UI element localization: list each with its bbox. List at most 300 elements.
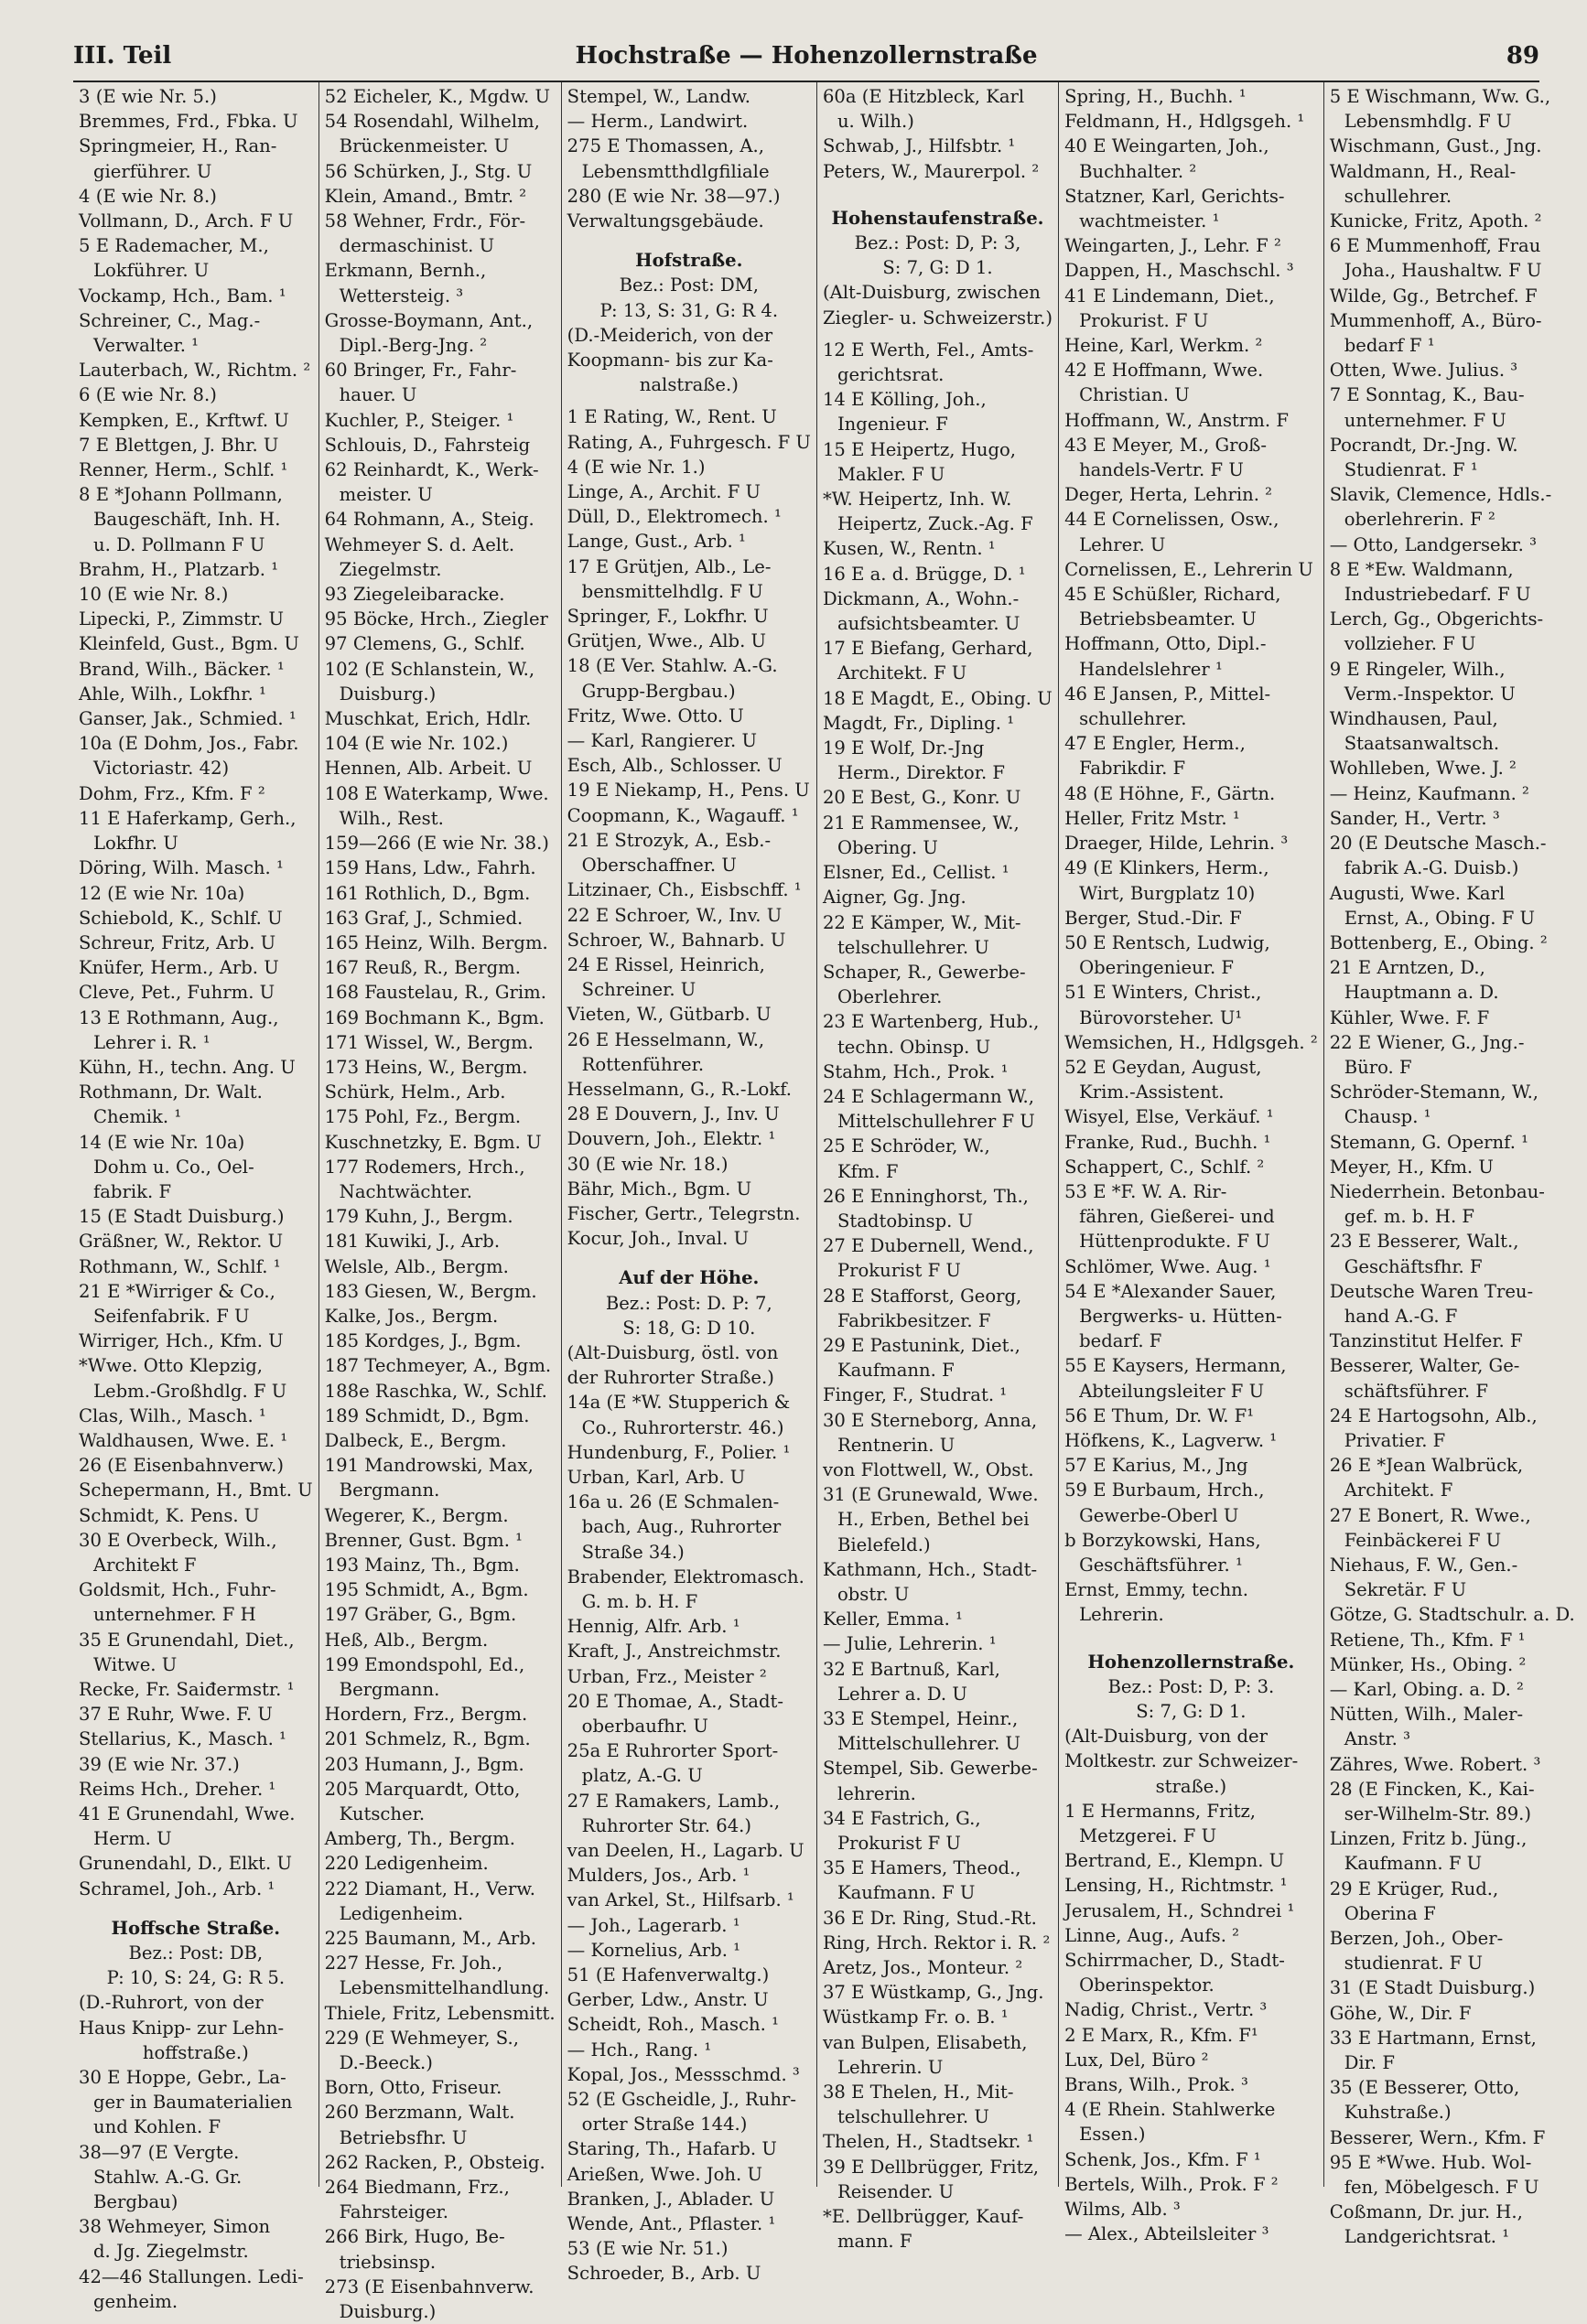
directory-entry: Nadig, Christ., Vertr. ³	[1064, 1999, 1268, 2021]
directory-entry: 11 E Haferkamp, Gerh.,	[79, 807, 297, 829]
section-spacer	[823, 191, 1053, 199]
directory-entry: 177 Rodemers, Hrch.,	[324, 1156, 525, 1178]
entry-continuation: Abteilungsleiter F U	[1079, 1380, 1265, 1402]
directory-entry: Urban, Frz., Meister ²	[567, 1665, 767, 1687]
directory-entry: Niehaus, F. W., Gen.-	[1329, 1554, 1518, 1576]
directory-entry: 225 Baumann, M., Arb.	[324, 1928, 536, 1950]
directory-entry: 18 E Magdt, E., Obing. U	[822, 687, 1053, 709]
entry-continuation: Nachtwächter.	[339, 1180, 472, 1202]
directory-entry: 52 E Geydan, August,	[1064, 1056, 1262, 1078]
directory-entry: 20 E Thomae, A., Stadt-	[567, 1690, 784, 1712]
directory-entry: Bertrand, E., Klempn. U	[1064, 1850, 1285, 1872]
directory-entry: 30 E Overbeck, Wilh.,	[79, 1529, 277, 1551]
directory-entry: Gerber, Ldw., Anstr. U	[567, 1989, 769, 2011]
directory-entry: 24 E Schlagermann W.,	[822, 1085, 1034, 1107]
street-info: Bez.: Post: D, P: 3.	[1107, 1675, 1275, 1697]
directory-entry: 273 (E Eisenbahnverw.	[324, 2276, 534, 2297]
directory-entry: Kocur, Joh., Inval. U	[567, 1228, 750, 1250]
entry-continuation: Herm., Direktor. F	[837, 762, 1005, 784]
directory-entry: Lensing, H., Richtmstr. ¹	[1064, 1875, 1288, 1897]
directory-entry: Wüstkamp Fr. o. B. ¹	[822, 2007, 1009, 2028]
directory-entry: Amberg, Th., Bergm.	[324, 1828, 515, 1850]
street-heading: Hohenzollernstraße.	[1087, 1651, 1295, 1673]
directory-entry: 187 Techmeyer, A., Bgm.	[324, 1355, 552, 1377]
directory-entry: 24 E Rissel, Heinrich,	[567, 953, 765, 975]
directory-entry: 4 (E wie Nr. 8.)	[79, 185, 217, 207]
entry-continuation: Bergwerks- u. Hütten-	[1079, 1305, 1282, 1327]
directory-entry: 161 Rothlich, D., Bgm.	[324, 882, 531, 904]
directory-entry: Renner, Herm., Schlf. ¹	[79, 459, 288, 481]
entry-continuation: Wilh., Rest.	[339, 807, 444, 829]
street-info: S: 7, G: D 1.	[882, 257, 993, 279]
directory-entry: 56 Schürken, J., Stg. U	[324, 160, 533, 182]
page-header	[73, 35, 1539, 82]
directory-entry: Wohlleben, Wwe. J. ²	[1329, 758, 1517, 780]
directory-entry: Döring, Wilh. Masch. ¹	[79, 857, 284, 879]
entry-continuation: Dipl.-Berg-Jng. ²	[339, 335, 488, 357]
directory-entry: 62 Reinhardt, K., Werk-	[324, 459, 539, 481]
entry-continuation: ger in Baumaterialien	[93, 2092, 293, 2114]
directory-entry: Coßmann, Dr. jur. H.,	[1329, 2201, 1523, 2223]
entry-continuation: Christian. U	[1079, 384, 1190, 406]
entry-continuation: Prokurist. F U	[1079, 309, 1209, 331]
directory-entry: 26 (E Eisenbahnverw.)	[79, 1455, 284, 1477]
directory-entry: 266 Birk, Hugo, Be-	[324, 2226, 505, 2248]
directory-entry: 183 Giesen, W., Bergm.	[324, 1280, 537, 1302]
entry-continuation: orter Straße 144.)	[581, 2114, 748, 2136]
directory-entry: 93 Ziegeleibaracke.	[324, 584, 505, 606]
entry-continuation: Betriebsbeamter. U	[1079, 608, 1257, 630]
entry-continuation: Hüttenprodukte. F U	[1079, 1231, 1270, 1253]
directory-entry: Lauterbach, W., Richtm. ²	[79, 360, 311, 382]
directory-entry: Slavik, Clemence, Hdls.-	[1329, 484, 1552, 506]
entry-continuation: schullehrer.	[1344, 185, 1452, 207]
entry-continuation: meister. U	[339, 484, 433, 506]
entry-continuation: Chemik. ¹	[93, 1106, 182, 1128]
directory-entry: 27 E Bonert, R. Wwe.,	[1329, 1504, 1531, 1526]
directory-entry: Finger, F., Studrat. ¹	[822, 1384, 1008, 1406]
directory-entry: 28 E Douvern, J., Inv. U	[567, 1103, 780, 1125]
directory-entry: — Karl, Rangierer. U	[567, 730, 757, 752]
directory-entry: Kusen, W., Rentn. ¹	[822, 538, 996, 560]
directory-entry: 16a u. 26 (E Schmalen-	[567, 1491, 780, 1513]
directory-entry: Springmeier, H., Ran-	[79, 135, 277, 157]
directory-entry: Waldmann, H., Real-	[1329, 160, 1517, 182]
directory-entry: 40 E Weingarten, Joh.,	[1064, 135, 1269, 157]
directory-entry: Hoffmann, Otto, Dipl.-	[1064, 633, 1267, 655]
directory-entry: Heß, Alb., Bergm.	[324, 1629, 489, 1651]
directory-entry: Schenk, Jos., Kfm. F ¹	[1064, 2148, 1261, 2170]
directory-entry: 21 E Rammensee, W.,	[822, 812, 1020, 834]
street-info: straße.)	[1155, 1775, 1227, 1797]
directory-entry: Verwaltungsgebäude.	[567, 210, 764, 232]
directory-entry: 262 Racken, P., Obsteig.	[324, 2151, 545, 2173]
directory-entry: Schlouis, D., Fahrsteig	[324, 434, 531, 456]
directory-entry: Fischer, Gertr., Telegrstn.	[567, 1202, 801, 1224]
entry-continuation: Lehrer a. D. U	[837, 1683, 967, 1705]
directory-entry: 102 (E Schlanstein, W.,	[324, 658, 535, 680]
entry-continuation: Co., Ruhrorterstr. 46.)	[581, 1416, 784, 1438]
street-heading: Hofstraße.	[635, 250, 743, 272]
directory-entry: Retiene, Th., Kfm. F ¹	[1329, 1629, 1526, 1651]
directory-entry: 29 E Krüger, Rud.,	[1329, 1877, 1499, 1899]
directory-entry: 45 E Schüßler, Richard,	[1064, 584, 1281, 606]
directory-entry: Brand, Wilh., Bäcker. ¹	[79, 658, 285, 680]
directory-entry: Berzen, Joh., Ober-	[1329, 1928, 1504, 1950]
column-5	[1059, 82, 1324, 2245]
directory-entry: 38—97 (E Vergte.	[79, 2141, 240, 2163]
directory-entry: Schappert, C., Schlf. ²	[1064, 1156, 1265, 1178]
directory-entry: 35 E Hamers, Theod.,	[822, 1857, 1021, 1879]
directory-entry: Schiebold, K., Schlf. U	[79, 907, 283, 929]
entry-continuation: D.-Beeck.)	[339, 2052, 433, 2074]
entry-continuation: Fahrsteiger.	[339, 2201, 448, 2223]
directory-entry: Schaper, R., Gewerbe-	[822, 961, 1026, 983]
directory-entry: Besserer, Walter, Ge-	[1329, 1355, 1520, 1377]
entry-continuation: aufsichtsbeamter. U	[837, 613, 1020, 635]
entry-continuation: Mittelschullehrer F U	[837, 1111, 1035, 1133]
directory-entry: — Otto, Landgersekr. ³	[1329, 533, 1537, 555]
section-spacer	[1064, 1628, 1318, 1635]
entry-continuation: oberbaufhr. U	[581, 1716, 708, 1737]
directory-entry: 171 Wissel, W., Bergm.	[324, 1031, 534, 1053]
directory-entry: 4 (E Rhein. Stahlwerke	[1064, 2099, 1276, 2121]
directory-entry: Staring, Th., Hafarb. U	[567, 2138, 777, 2160]
directory-entry: 195 Schmidt, A., Bgm.	[324, 1579, 529, 1601]
directory-entry: 4 (E wie Nr. 1.)	[567, 456, 706, 478]
directory-entry: Wilms, Alb. ³	[1064, 2199, 1181, 2221]
entry-continuation: Seifenfabrik. F U	[93, 1305, 250, 1327]
entry-continuation: Dir. F	[1344, 2052, 1395, 2074]
directory-entry: b Borzykowski, Hans,	[1064, 1529, 1261, 1551]
directory-entry: Kuchler, P., Steiger. ¹	[324, 409, 514, 431]
entry-continuation: schullehrer.	[1079, 708, 1187, 730]
entry-continuation: Bergmann.	[339, 1479, 440, 1501]
entry-continuation: gierführer. U	[93, 160, 212, 182]
directory-entry: 179 Kuhn, J., Bergm.	[324, 1206, 513, 1228]
entry-continuation: Industriebedarf. F U	[1344, 584, 1531, 606]
directory-entry: 21 E Arntzen, D.,	[1329, 957, 1485, 979]
directory-entry: 17 E Grütjen, Alb., Le-	[567, 555, 772, 577]
directory-entry: Windhausen, Paul,	[1329, 708, 1498, 730]
directory-entry: Deger, Herta, Lehrin. ²	[1064, 484, 1273, 506]
directory-entry: Stahm, Hch., Prok. ¹	[822, 1060, 1009, 1082]
street-info: Bez.: Post: DB,	[128, 1942, 264, 1964]
directory-entry: Dappen, H., Maschschl. ³	[1064, 260, 1294, 282]
directory-entry: Weingarten, J., Lehr. F ²	[1064, 235, 1281, 257]
directory-entry: Goldsmit, Hch., Fuhr-	[79, 1579, 276, 1601]
directory-entry: Esch, Alb., Schlosser. U	[567, 755, 783, 777]
directory-entry: 6 E Mummenhoff, Frau	[1329, 235, 1541, 257]
entry-continuation: Ziegelmstr.	[339, 558, 442, 580]
directory-entry: 280 (E wie Nr. 38—97.)	[567, 185, 781, 207]
directory-entry: van Bulpen, Elisabeth,	[822, 2031, 1028, 2053]
directory-entry: Waldhausen, Wwe. E. ¹	[79, 1429, 288, 1451]
directory-entry: Zähres, Wwe. Robert. ³	[1329, 1753, 1541, 1775]
directory-entry: 188e Raschka, W., Schlf.	[324, 1380, 547, 1402]
entry-continuation: H., Erben, Bethel bei	[837, 1509, 1030, 1531]
entry-continuation: Wettersteig. ³	[339, 285, 464, 307]
directory-entry: 54 Rosendahl, Wilhelm,	[324, 111, 540, 133]
directory-entry: Wemsichen, H., Hdlgsgeh. ²	[1064, 1031, 1318, 1053]
directory-entry: 26 E Hesselmann, W.,	[567, 1028, 765, 1050]
entry-continuation: telschullehrer. U	[837, 2106, 989, 2128]
entry-continuation: Krim.-Assistent.	[1079, 1081, 1225, 1103]
directory-entry: Spring, H., Buchh. ¹	[1064, 86, 1247, 107]
directory-entry: Wilde, Gg., Betrchef. F	[1329, 285, 1538, 307]
entry-continuation: fen, Möbelgesch. F U	[1344, 2177, 1539, 2199]
directory-entry: — Joh., Lagerarb. ¹	[567, 1914, 740, 1936]
entry-continuation: Kutscher.	[339, 1803, 426, 1825]
directory-entry: 28 E Stafforst, Georg,	[822, 1285, 1022, 1307]
column-2	[319, 82, 562, 2323]
entry-continuation: Fabrikbesitzer. F	[837, 1309, 991, 1331]
directory-entry: 95 Böcke, Hrch., Ziegler	[324, 608, 548, 630]
directory-entry: Kopal, Jos., Messschmd. ³	[567, 2063, 800, 2085]
entry-continuation: platz, A.-G. U	[581, 1765, 703, 1787]
directory-entry: 48 (E Höhne, F., Gärtn.	[1064, 782, 1276, 804]
directory-entry: 52 Eicheler, K., Mgdw. U	[324, 86, 551, 107]
entry-continuation: und Kohlen. F	[93, 2116, 221, 2138]
entry-continuation: Baugeschäft, Inh. H.	[93, 509, 281, 531]
directory-entry: 7 E Sonntag, K., Bau-	[1329, 384, 1525, 406]
directory-entry: 53 (E wie Nr. 51.)	[567, 2238, 729, 2260]
entry-continuation: Studienrat. F ¹	[1344, 459, 1478, 481]
street-heading: Hohenstaufenstraße.	[831, 207, 1044, 229]
directory-entry: 203 Humann, J., Bgm.	[324, 1753, 524, 1775]
directory-entry: Thelen, H., Stadtsekr. ¹	[822, 2131, 1034, 2153]
directory-entry: 193 Mainz, Th., Bgm.	[324, 1554, 520, 1576]
section-spacer	[1064, 1635, 1318, 1642]
directory-entry: Besserer, Wern., Kfm. F	[1329, 2126, 1546, 2148]
entry-continuation: gef. m. b. H. F	[1344, 1206, 1475, 1228]
directory-entry: 64 Rohmann, A., Steig.	[324, 509, 534, 531]
directory-entry: Linge, A., Archit. F U	[567, 481, 761, 503]
directory-entry: Hesselmann, G., R.-Lokf.	[567, 1078, 792, 1100]
entry-continuation: handels-Vertr. F U	[1079, 459, 1244, 481]
entry-continuation: fabrik A.-G. Duisb.)	[1344, 857, 1519, 879]
directory-entry: 229 (E Wehmeyer, S.,	[324, 2027, 519, 2049]
directory-entry: 55 E Kaysers, Hermann,	[1064, 1355, 1287, 1377]
directory-entry: 168 Faustelau, R., Grim.	[324, 982, 546, 1004]
directory-entry: 2 E Marx, R., Kfm. F¹	[1064, 2024, 1258, 2046]
directory-entry: 22 E Wiener, G., Jng.-	[1329, 1031, 1525, 1053]
directory-entry: Elsner, Ed., Cellist. ¹	[822, 862, 1009, 884]
directory-entry: *E. Dellbrügger, Kauf-	[822, 2206, 1024, 2228]
entry-continuation: Lehrer i. R. ¹	[93, 1031, 211, 1053]
directory-entry: 22 E Kämper, W., Mit-	[822, 911, 1021, 933]
directory-entry: 17 E Biefang, Gerhard,	[822, 638, 1033, 660]
entry-continuation: Sekretär. F U	[1344, 1579, 1467, 1601]
directory-entry: Clas, Wilh., Masch. ¹	[79, 1404, 266, 1426]
directory-entry: 220 Ledigenheim.	[324, 1853, 489, 1875]
directory-entry: Scheidt, Roh., Masch. ¹	[567, 2014, 779, 2036]
directory-entry: 39 E Dellbrügger, Fritz,	[822, 2156, 1039, 2178]
entry-continuation: Buchhalter. ²	[1079, 160, 1197, 182]
entry-continuation: Ingenieur. F	[837, 414, 948, 436]
entry-continuation: G. m. b. H. F	[581, 1590, 698, 1612]
directory-entry: 35 (E Besserer, Otto,	[1329, 2077, 1520, 2099]
entry-continuation: Lokführer. U	[93, 260, 210, 282]
street-info: P: 10, S: 24, G: R 5.	[106, 1967, 286, 1989]
entry-continuation: Lebm.-Großhdlg. F U	[93, 1380, 287, 1402]
entry-continuation: Verwalter. ¹	[93, 335, 200, 357]
entry-continuation: Verm.-Inspektor. U	[1344, 683, 1516, 705]
entry-continuation: Lehrer. U	[1079, 533, 1166, 555]
directory-entry: Dohm, Frz., Kfm. F ²	[79, 782, 265, 804]
directory-entry: — Alex., Abteilsleiter ³	[1064, 2223, 1269, 2245]
directory-entry: 20 E Best, G., Konr. U	[822, 787, 1021, 809]
entry-continuation: fabrik. F	[93, 1180, 172, 1202]
directory-entry: Bottenberg, E., Obing. ²	[1329, 931, 1548, 953]
directory-entry: Pocrandt, Dr.-Jng. W.	[1329, 434, 1518, 456]
directory-entry: 12 (E wie Nr. 10a)	[79, 882, 245, 904]
entry-continuation: Ledigenheim.	[339, 1902, 464, 1924]
entry-continuation: Witwe. U	[93, 1653, 178, 1675]
directory-entry: 51 E Winters, Christ.,	[1064, 982, 1262, 1004]
directory-entry: Kathmann, Hch., Stadt-	[822, 1558, 1038, 1580]
directory-entry: Lange, Gust., Arb. ¹	[567, 531, 746, 553]
entry-continuation: techn. Obinsp. U	[837, 1036, 991, 1058]
directory-entry: der Ruhrorter Straße.)	[567, 1367, 774, 1389]
entry-continuation: Rottenführer.	[581, 1053, 705, 1075]
entry-continuation: Feinbäckerei F U	[1344, 1529, 1502, 1551]
directory-entry: 41 E Grunendahl, Wwe.	[79, 1803, 296, 1825]
entry-continuation: Anstr. ³	[1344, 1728, 1410, 1750]
entry-continuation: bedarf. F	[1079, 1330, 1162, 1352]
directory-entry: 19 E Niekamp, H., Pens. U	[567, 780, 810, 802]
directory-entry: 16 E a. d. Brügge, D. ¹	[822, 563, 1026, 585]
street-info: Bez.: Post: D, P: 3,	[854, 232, 1021, 254]
directory-entry: Cornelissen, E., Lehrerin U	[1064, 558, 1313, 580]
directory-entry: 26 E Enninghorst, Th.,	[822, 1185, 1029, 1207]
directory-entry: Grosse-Boymann, Ant.,	[324, 309, 534, 331]
entry-continuation: Wirt, Burgplatz 10)	[1079, 882, 1256, 904]
entry-continuation: Hauptmann a. D.	[1344, 982, 1499, 1004]
entry-continuation: studienrat. F U	[1344, 1953, 1483, 1974]
street-info: Bez.: Post: D. P: 7,	[605, 1292, 772, 1314]
directory-entry: Schreiner, C., Mag.-	[79, 309, 261, 331]
directory-entry: 30 (E wie Nr. 18.)	[567, 1153, 729, 1175]
entry-continuation: Chausp. ¹	[1344, 1106, 1431, 1128]
section-spacer	[567, 233, 811, 241]
entry-continuation: obstr. U	[837, 1583, 910, 1605]
directory-entry: Haus Knipp- zur Lehn-	[79, 2017, 285, 2039]
entry-continuation: Lebensmittelhandlung.	[339, 1977, 550, 1999]
directory-entry: 20 (E Deutsche Masch.-	[1329, 833, 1547, 855]
entry-continuation: Lehrerin. U	[837, 2056, 944, 2078]
directory-entry: Bremmes, Frd., Fbka. U	[79, 111, 298, 133]
directory-entry: Kraft, J., Anstreichmstr.	[567, 1641, 782, 1662]
directory-entry: van Deelen, H., Lagarb. U	[567, 1840, 804, 1862]
entry-continuation: hauer. U	[339, 384, 417, 406]
directory-entry: 25 E Schröder, W.,	[822, 1135, 990, 1157]
directory-entry: Dalbeck, E., Bergm.	[324, 1429, 507, 1451]
directory-entry: 8 E *Ew. Waldmann,	[1329, 558, 1514, 580]
directory-entry: 197 Gräber, G., Bgm.	[324, 1604, 517, 1626]
directory-entry: Gräßner, W., Rektor. U	[79, 1231, 284, 1253]
directory-entry: 27 E Dubernell, Wend.,	[822, 1235, 1034, 1257]
directory-entry: Klein, Amand., Bmtr. ²	[324, 185, 527, 207]
directory-entry: 21 E *Wirriger & Co.,	[79, 1280, 275, 1302]
entry-continuation: Makler. F U	[837, 463, 945, 485]
directory-entry: Lux, Del, Büro ²	[1064, 2049, 1209, 2071]
directory-entry: 13 E Rothmann, Aug.,	[79, 1006, 279, 1028]
entry-continuation: u. D. Pollmann F U	[93, 533, 265, 555]
directory-entry: 191 Mandrowski, Max,	[324, 1455, 534, 1477]
directory-entry: 22 E Schroer, W., Inv. U	[567, 904, 783, 926]
directory-entry: 165 Heinz, Wilh. Bergm.	[324, 931, 548, 953]
directory-entry: 10 (E wie Nr. 8.)	[79, 584, 229, 606]
directory-entry: Wirriger, Hch., Kfm. U	[79, 1330, 284, 1352]
entry-continuation: telschullehrer. U	[837, 936, 989, 958]
directory-entry: 53 E *F. W. A. Rir-	[1064, 1180, 1227, 1202]
directory-entry: Schepermann, H., Bmt. U	[79, 1479, 313, 1501]
directory-entry: 1 E Hermanns, Fritz,	[1064, 1800, 1257, 1822]
directory-entry: 52 (E Gscheidle, J., Ruhr-	[567, 2089, 797, 2111]
directory-entry: Linzen, Fritz b. Jüng.,	[1329, 1828, 1528, 1850]
directory-entry: Cleve, Pet., Fuhrm. U	[79, 982, 275, 1004]
directory-entry: Nütten, Wilh., Maler-	[1329, 1704, 1524, 1726]
directory-entry: Kuschnetzky, E. Bgm. U	[324, 1131, 542, 1153]
directory-entry: (Alt-Duisburg, von der	[1064, 1726, 1269, 1748]
entry-continuation: Geschäftsführer. ¹	[1079, 1554, 1243, 1576]
directory-entry: Hoffmann, W., Anstrm. F	[1064, 409, 1289, 431]
directory-entry: Stellarius, K., Masch. ¹	[79, 1728, 286, 1750]
entry-continuation: Dohm u. Co., Oel-	[93, 1156, 254, 1178]
directory-entry: 7 E Blettgen, J. Bhr. U	[79, 434, 279, 456]
directory-entry: Kühn, H., techn. Ang. U	[79, 1056, 296, 1078]
directory-entry: Götze, G. Stadtschulr. a. D.	[1329, 1604, 1575, 1626]
directory-entry: 14a (E *W. Stupperich &	[567, 1392, 791, 1414]
directory-entry: Kempken, E., Krftwf. U	[79, 409, 289, 431]
directory-entry: Lerch, Gg., Obgerichts-	[1329, 608, 1544, 630]
directory-entry: Göhe, W., Dir. F	[1329, 2002, 1472, 2024]
directory-entry: Schirrmacher, D., Stadt-	[1064, 1950, 1285, 1972]
directory-entry: 27 E Ramakers, Lamb.,	[567, 1790, 781, 1812]
entry-continuation: Bergmann.	[339, 1679, 440, 1700]
directory-entry: 59 E Burbaum, Hrch.,	[1064, 1479, 1265, 1501]
directory-entry: (Alt-Duisburg, östl. von	[567, 1341, 779, 1363]
entry-continuation: bensmittelhdlg. F U	[581, 580, 763, 602]
entry-continuation: mann. F	[837, 2231, 912, 2253]
directory-entry: — Herm., Landwirt.	[567, 111, 749, 133]
directory-entry: Thiele, Fritz, Lebensmitt.	[324, 2002, 556, 2024]
directory-entry: Meyer, H., Kfm. U	[1329, 1156, 1494, 1178]
page-number: 89	[1506, 42, 1539, 70]
directory-entry: Schlömer, Wwe. Aug. ¹	[1064, 1255, 1271, 1277]
entry-continuation: Geschäftsfhr. F	[1344, 1255, 1483, 1277]
column-4	[817, 82, 1059, 2253]
directory-entry: Bertels, Wilh., Prok. F ²	[1064, 2173, 1279, 2195]
directory-entry: Wegerer, K., Bergm.	[324, 1504, 509, 1526]
directory-entry: 6 (E wie Nr. 8.)	[79, 384, 217, 406]
entry-continuation: Ernst, A., Obing. F U	[1344, 907, 1536, 929]
entry-continuation: oberlehrerin. F ²	[1344, 509, 1495, 531]
directory-entry: Muschkat, Erich, Hdlr.	[324, 708, 532, 730]
directory-entry: 49 (E Klinkers, Herm.,	[1064, 857, 1269, 879]
directory-entry: Erkmann, Bernh.,	[324, 260, 487, 282]
directory-entry: Tanzinstitut Helfer. F	[1329, 1330, 1523, 1352]
directory-entry: Grütjen, Wwe., Alb. U	[567, 630, 767, 652]
directory-entry: van Arkel, St., Hilfsarb. ¹	[567, 1889, 794, 1911]
directory-entry: 185 Kordges, J., Bgm.	[324, 1330, 522, 1352]
entry-continuation: Metzgerei. F U	[1079, 1825, 1217, 1847]
directory-entry: 227 Hesse, Fr. Joh.,	[324, 1953, 503, 1974]
section-spacer	[823, 330, 1053, 338]
directory-entry: Schramel, Joh., Arb. ¹	[79, 1877, 275, 1899]
directory-entry: 29 E Pastunink, Diet.,	[822, 1334, 1020, 1356]
